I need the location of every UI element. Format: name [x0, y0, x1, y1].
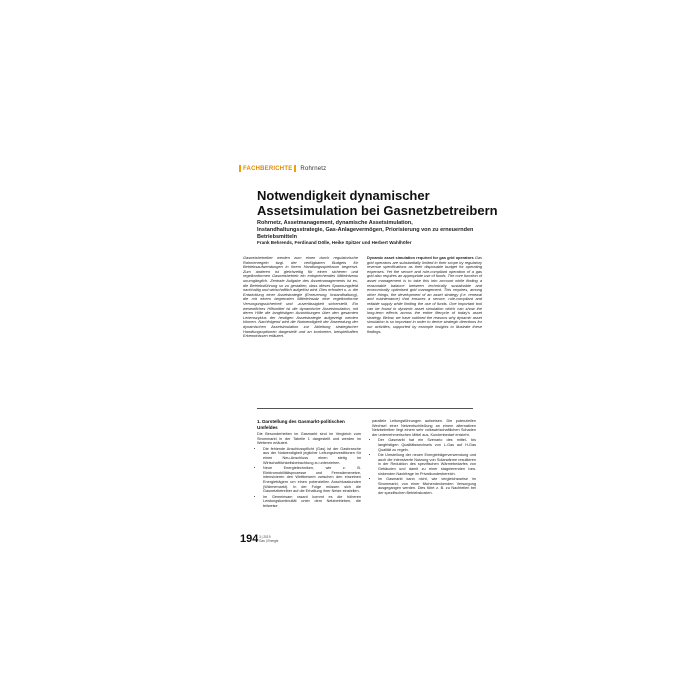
body-column-1	[257, 432, 361, 510]
article-title: Notwendigkeit dynamischer Assetsimulation bei Gasnetzbetreibern	[257, 188, 498, 218]
section-intro: Die Besonderheiten im Gasmarkt sind im Vergleich zum Strommarkt in der Tabelle 1 dargestellt und werden im Weiteren erläutert.	[257, 432, 361, 446]
section-heading: 1. Darstellung des Gasmarkt-politischen Umfeldes	[257, 419, 345, 430]
abstract-german: Gasnetzbetreiber werden zum einen durch regulatorische Rahmenregeln bzgl. der verfügbaren Budgets für Betriebsaufwendungen in ihrem Handlungsspielraum begrenzt. Zum anderen ist gleichzeitig für einen sicheren und regelkonformen Gasnetzbetrieb ein entsprechendes Mittelniveau unumgänglich. Zentrale Aufgabe des Assetmanagements ist es, die Betriebsführung so zu gestalten, dass dieses Spannungsfeld nachhaltig und wirtschaftlich aufgelöst wird. Dies erfordert u. a. die Entwicklung einer Assetstrategie (Erneuerung, Instandhaltung), die mit einem begrenzten Mitteleinsatz eine regelkonforme Versorgungssicherheit und -zuverlässigkeit sicherstellt. Ein wesentliches Hilfsmittel ist die dynamische Assetsimulation, mit deren Hilfe die langfristigen Auswirkungen über den gesamten Lebenszyklus der heutigen Assetstrategie aufgezeigt werden können. Nachfolgend wird die Notwendigkeit der Anwendung der dynamischen Assetsimulation zur Ableitung strategischer Handlungsoptionen dargestellt und an konkreten, beispielhaften Erkenntnissen erläutert.	[243, 255, 358, 339]
journal-name: Gas | Energie	[259, 539, 279, 543]
column-continuation: parallele Leitungsführungen aufweisen. Die potenziellen Wechsel einer Netzentschließung an einem alternativen Netzbetreiber liegt einem sehr volkswirtschaftlichen Schaden der unternehmerischen Mittel aus, Kundenbedarf entzieht.	[372, 419, 476, 437]
article-keywords: Rohrnetz, Assetmanagement, dynamische Assetsimulation, Instandhaltungsstrategie, Gas-Anlagevermögen, Priorisierung von zu erneuernden Betriebsmitteln	[257, 220, 474, 240]
abstract-english	[367, 256, 482, 334]
list-item: • Neue Energietechniken, wie z. B. Elektromobilitätsprozesse und Fernwärmenetze, intensivieren den Wettbewerb zwischen den einzelnen Energieträgern um einen potenziellen Anschlusskunden (Wärmemarkt). In der Folge müssen sich die Gasnetzbetreiber auf die Erhaltung ihrer Netze einstellen.	[263, 466, 361, 494]
accent-bar	[294, 165, 296, 172]
body-column-2	[372, 419, 476, 497]
subsection-label: Rohrnetz	[300, 166, 327, 173]
page-number: 194	[240, 533, 259, 545]
section-divider	[257, 408, 473, 409]
list-item: • Die fehlende Anschlusspflicht (Gas) ist der Gasbranche aus der Notwendigkeit jeglicher Leitungsinvestitionen für einen Neu-Anschluss einen stetig im Wirtschaftlichkeitsbetrachtung zu unterziehen.	[263, 447, 361, 465]
journal-date: 3 | 2019	[259, 535, 271, 539]
abstract-english-title: Dynamic asset simulation required for gas grid operators	[367, 255, 474, 260]
abstract-english-text: Gas grid operators are substantially limited in their scope by regulatory revenue specifications as their disposable budget for operating expenses. Yet the secure and rule-compliant operation of a gas grid also requires an appropriate use of funds. The core function of asset management is to take this into account while finding a reasonable balance between technically sustainable and economically optimised grid management. This requires, among other things, the development of an asset strategy (i.e. renewal and maintenance) that ensures a secure, rule-compliant and reliable supply while limiting the use of funds. One important tool can be found in dynamic asset simulation which can show the long-term effects across the entire lifecycle of today's asset strategy. Below, we have outlined the reasons why dynamic asset simulation is so important in order to derive strategic directions for our activities, supported by example insights to illustrate these findings.	[367, 255, 482, 334]
list-item: • Die Umstellung der neuen Energieträgerverwendung und auch die intensiverte Nutzung von Solarwärme resultieren in der Reduktion des spezifischen Wärmebedarfes von Gebäuden und damit zu einer stagnierenden bzw. sinkenden Nachfrage im Privatkundenbereich.	[378, 453, 476, 476]
bullet-list	[372, 438, 476, 495]
journal-info	[259, 535, 278, 543]
accent-bar	[239, 165, 241, 172]
list-item: • Im Gemeinsam rasant kommt es die höheren Leistungskontinuität unter dem Netzbetrieben, die teilweise	[263, 495, 361, 509]
list-item: • Der Gasmarkt hat ein Szenario des mittel- bis langfristigen Qualitätswechsels von L-Gas auf H-Gas Qualität zu regeln.	[378, 438, 476, 452]
list-item: • Im Gasmarkt kann nicht, wie vergleichsweise im Strommarkt, von einer flächendeckenden Versorgung ausgegangen werden. Dies führt z. B. zu Nachteilen bei der spezifischen Betriebskosten.	[378, 477, 476, 495]
article-authors: Frank Behrends, Ferdinand Dölle, Heike Spitzer und Herbert Wahlhöfer	[257, 240, 412, 245]
bullet-list	[257, 447, 361, 509]
section-label: FACHBERICHTE	[243, 166, 293, 173]
section-header	[237, 165, 326, 172]
